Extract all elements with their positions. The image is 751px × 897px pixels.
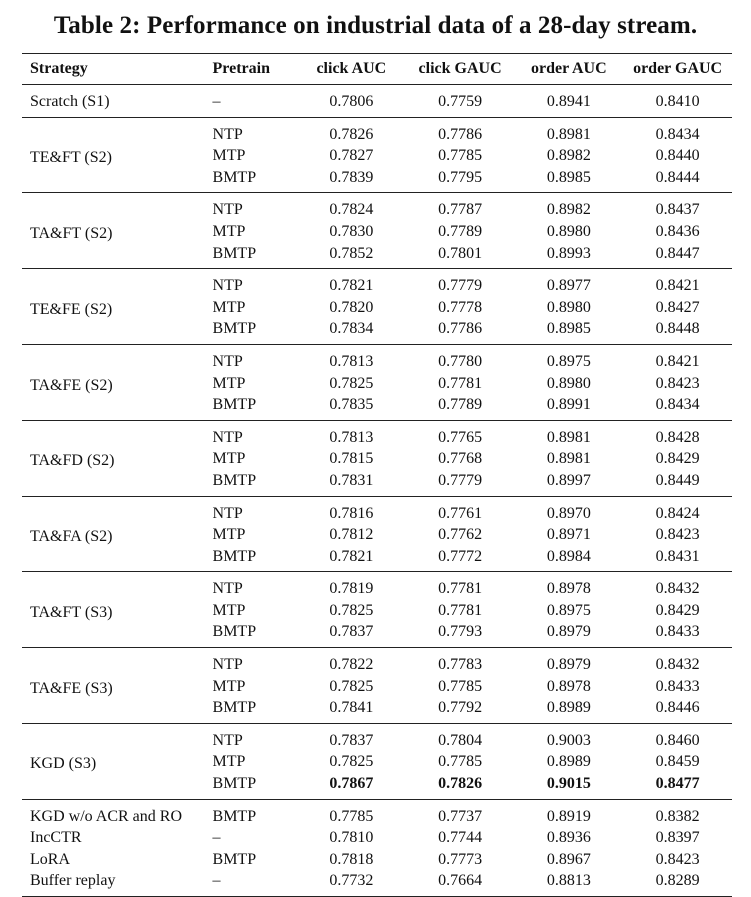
order-auc-cell: 0.8985	[546, 168, 591, 186]
order-auc-cell: 0.8984	[546, 547, 591, 565]
order-gauc-cell: 0.8423	[655, 526, 700, 544]
click-gauc-cell: 0.7789	[438, 222, 483, 240]
click-auc-cell: 0.7810	[329, 829, 374, 847]
click-auc-cell: 0.7732	[329, 872, 374, 890]
pretrain-cell: BMTP	[212, 471, 257, 489]
click-auc-cell: 0.7839	[329, 168, 374, 186]
click-gauc-cell: 0.7785	[438, 753, 483, 771]
click-auc-cell: 0.7834	[329, 320, 374, 338]
click-auc-cell: 0.7818	[329, 850, 374, 868]
click-gauc-cell: 0.7783	[438, 656, 483, 674]
click-gauc-cell: 0.7664	[438, 872, 483, 890]
order-gauc-cell: 0.8432	[655, 656, 700, 674]
pretrain-cell: –	[212, 872, 221, 890]
order-auc-cell: 0.8970	[546, 504, 591, 522]
click-auc-cell: 0.7841	[329, 699, 374, 717]
order-gauc-cell: 0.8437	[655, 201, 700, 219]
order-gauc-cell: 0.8436	[655, 222, 700, 240]
table-row	[22, 420, 732, 448]
click-gauc-cell: 0.7785	[438, 147, 483, 165]
table-row	[22, 799, 732, 827]
table-row	[22, 85, 732, 118]
header-click-gauc: click GAUC	[418, 60, 502, 77]
click-gauc-cell: 0.7779	[438, 277, 483, 295]
pretrain-cell: MTP	[212, 450, 246, 468]
order-auc-cell: 0.8981	[546, 125, 591, 143]
order-auc-cell: 0.8989	[546, 753, 591, 771]
click-gauc-cell: 0.7781	[438, 601, 483, 619]
click-gauc-cell: 0.7801	[438, 244, 483, 262]
pretrain-cell: NTP	[212, 731, 243, 749]
click-gauc-cell: 0.7787	[438, 201, 483, 219]
order-auc-cell: 0.8989	[546, 699, 591, 717]
order-auc-cell: 0.8982	[546, 147, 591, 165]
strategy-group	[22, 193, 732, 269]
pretrain-cell: BMTP	[212, 168, 257, 186]
pretrain-cell: MTP	[212, 298, 246, 316]
click-auc-cell: 0.7822	[329, 656, 374, 674]
click-gauc-cell: 0.7768	[438, 450, 483, 468]
click-auc-cell: 0.7826	[329, 125, 374, 143]
pretrain-cell: MTP	[212, 147, 246, 165]
order-gauc-cell: 0.8446	[655, 699, 700, 717]
order-auc-cell: 0.8981	[546, 450, 591, 468]
strategy-cell: LoRA	[30, 850, 70, 868]
table-row	[22, 269, 732, 297]
click-gauc-cell: 0.7765	[438, 428, 483, 446]
order-auc-cell: 0.8980	[546, 222, 591, 240]
strategy-cell: TA&FA (S2)	[30, 528, 113, 546]
header-order-gauc: order GAUC	[633, 60, 723, 77]
order-gauc-cell: 0.8428	[655, 428, 700, 446]
order-gauc-cell: 0.8434	[655, 396, 700, 414]
order-gauc-cell: 0.8421	[655, 352, 700, 370]
click-auc-cell: 0.7806	[329, 93, 374, 110]
click-gauc-cell: 0.7761	[438, 504, 483, 522]
table-row	[22, 723, 732, 751]
pretrain-cell: –	[212, 829, 221, 847]
table-row	[22, 344, 732, 372]
strategy-cell: IncCTR	[30, 829, 82, 847]
order-gauc-cell: 0.8449	[655, 471, 700, 489]
pretrain-cell: NTP	[212, 352, 243, 370]
order-gauc-cell: 0.8421	[655, 277, 700, 295]
pretrain-cell: BMTP	[212, 320, 257, 338]
order-auc-cell: 0.8997	[546, 471, 591, 489]
click-auc-cell: 0.7824	[329, 201, 374, 219]
order-auc-cell: 0.8978	[546, 580, 591, 598]
strategy-cell: TA&FD (S2)	[30, 452, 115, 470]
click-gauc-cell: 0.7779	[438, 471, 483, 489]
click-auc-cell: 0.7813	[329, 428, 374, 446]
order-gauc-cell: 0.8433	[655, 677, 700, 695]
click-gauc-cell: 0.7744	[438, 829, 483, 847]
strategy-group	[22, 648, 732, 724]
strategy-cell: TE&FT (S2)	[30, 149, 112, 167]
order-gauc-cell: 0.8448	[655, 320, 700, 338]
header-strategy: Strategy	[30, 60, 88, 77]
pretrain-cell: NTP	[212, 277, 243, 295]
click-gauc-cell: 0.7793	[438, 623, 483, 641]
strategy-group	[22, 420, 732, 496]
strategy-group	[22, 572, 732, 648]
pretrain-cell: NTP	[212, 580, 243, 598]
pretrain-cell: MTP	[212, 601, 246, 619]
strategy-group	[22, 85, 732, 118]
order-auc-cell: 0.8993	[546, 244, 591, 262]
order-gauc-cell: 0.8432	[655, 580, 700, 598]
pretrain-cell: MTP	[212, 753, 246, 771]
click-auc-cell: 0.7837	[329, 731, 374, 749]
order-gauc-cell: 0.8447	[655, 244, 700, 262]
pretrain-cell: MTP	[212, 677, 246, 695]
order-gauc-cell: 0.8423	[655, 374, 700, 392]
order-auc-cell: 0.8980	[546, 374, 591, 392]
order-gauc-cell: 0.8289	[655, 872, 700, 890]
order-gauc-cell: 0.8434	[655, 125, 700, 143]
order-auc-cell: 0.8985	[546, 320, 591, 338]
strategy-cell: KGD w/o ACR and RO	[30, 807, 183, 825]
click-auc-cell: 0.7831	[329, 471, 374, 489]
order-gauc-cell: 0.8424	[655, 504, 700, 522]
click-auc-cell: 0.7815	[329, 450, 374, 468]
click-auc-cell: 0.7813	[329, 352, 374, 370]
pretrain-cell: BMTP	[212, 807, 257, 825]
pretrain-cell: BMTP	[212, 850, 257, 868]
click-auc-cell: 0.7785	[329, 807, 374, 825]
pretrain-cell: BMTP	[212, 775, 257, 793]
order-gauc-cell: 0.8429	[655, 450, 700, 468]
click-gauc-cell: 0.7759	[438, 93, 483, 110]
click-gauc-cell: 0.7737	[438, 807, 483, 825]
order-auc-cell: 0.8975	[546, 601, 591, 619]
click-auc-cell: 0.7819	[329, 580, 374, 598]
order-auc-cell: 0.8991	[546, 396, 591, 414]
click-auc-cell: 0.7812	[329, 526, 374, 544]
order-gauc-cell: 0.8397	[655, 829, 700, 847]
order-gauc-cell: 0.8433	[655, 623, 700, 641]
strategy-cell: Scratch (S1)	[30, 93, 110, 110]
order-auc-cell: 0.8967	[546, 850, 591, 868]
table-row	[22, 870, 732, 896]
click-gauc-cell: 0.7785	[438, 677, 483, 695]
order-auc-cell: 0.8936	[546, 829, 591, 847]
order-gauc-cell: 0.8440	[655, 147, 700, 165]
strategy-group	[22, 269, 732, 345]
order-auc-cell: 0.8979	[546, 656, 591, 674]
order-gauc-cell: 0.8382	[655, 807, 700, 825]
click-auc-cell: 0.7867	[329, 775, 374, 793]
click-gauc-cell: 0.7792	[438, 699, 483, 717]
pretrain-cell: MTP	[212, 222, 246, 240]
click-gauc-cell: 0.7773	[438, 850, 483, 868]
click-auc-cell: 0.7820	[329, 298, 374, 316]
order-auc-cell: 0.8813	[546, 872, 591, 890]
click-auc-cell: 0.7821	[329, 277, 374, 295]
pretrain-cell: MTP	[212, 526, 246, 544]
order-auc-cell: 0.8978	[546, 677, 591, 695]
click-auc-cell: 0.7837	[329, 623, 374, 641]
baseline-group	[22, 799, 732, 896]
click-gauc-cell: 0.7795	[438, 168, 483, 186]
order-gauc-cell: 0.8431	[655, 547, 700, 565]
click-gauc-cell: 0.7826	[438, 775, 483, 793]
order-auc-cell: 0.8975	[546, 352, 591, 370]
order-gauc-cell: 0.8427	[655, 298, 700, 316]
click-auc-cell: 0.7825	[329, 677, 374, 695]
order-auc-cell: 0.8919	[546, 807, 591, 825]
table-row	[22, 117, 732, 145]
pretrain-cell: BMTP	[212, 244, 257, 262]
table-row	[22, 572, 732, 600]
click-gauc-cell: 0.7780	[438, 352, 483, 370]
pretrain-cell: MTP	[212, 374, 246, 392]
pretrain-cell: NTP	[212, 504, 243, 522]
table-row	[22, 648, 732, 676]
pretrain-cell: NTP	[212, 656, 243, 674]
click-gauc-cell: 0.7762	[438, 526, 483, 544]
pretrain-cell: BMTP	[212, 396, 257, 414]
header-row	[22, 54, 732, 85]
order-gauc-cell: 0.8429	[655, 601, 700, 619]
order-auc-cell: 0.8981	[546, 428, 591, 446]
pretrain-cell: –	[212, 93, 221, 110]
order-auc-cell: 0.8971	[546, 526, 591, 544]
table-row	[22, 827, 732, 849]
order-gauc-cell: 0.8459	[655, 753, 700, 771]
pretrain-cell: BMTP	[212, 547, 257, 565]
strategy-cell: KGD (S3)	[30, 755, 97, 773]
order-auc-cell: 0.8979	[546, 623, 591, 641]
strategy-cell: TA&FT (S2)	[30, 224, 113, 242]
table-caption: Table 2: Performance on industrial data of a 28-day stream.	[53, 12, 698, 39]
pretrain-cell: NTP	[212, 428, 243, 446]
click-auc-cell: 0.7816	[329, 504, 374, 522]
click-auc-cell: 0.7825	[329, 374, 374, 392]
header-order-auc: order AUC	[530, 60, 607, 77]
click-auc-cell: 0.7821	[329, 547, 374, 565]
table-row	[22, 849, 732, 871]
click-gauc-cell: 0.7778	[438, 298, 483, 316]
order-auc-cell: 0.9015	[546, 775, 591, 793]
strategy-cell: TE&FE (S2)	[30, 300, 113, 318]
pretrain-cell: NTP	[212, 125, 243, 143]
order-gauc-cell: 0.8423	[655, 850, 700, 868]
order-gauc-cell: 0.8460	[655, 731, 700, 749]
click-gauc-cell: 0.7781	[438, 374, 483, 392]
order-auc-cell: 0.8977	[546, 277, 591, 295]
table-row	[22, 193, 732, 221]
order-gauc-cell: 0.8410	[655, 93, 700, 110]
order-auc-cell: 0.9003	[546, 731, 591, 749]
order-auc-cell: 0.8982	[546, 201, 591, 219]
click-gauc-cell: 0.7786	[438, 320, 483, 338]
click-auc-cell: 0.7827	[329, 147, 374, 165]
strategy-cell: TA&FT (S3)	[30, 603, 113, 621]
header-click-auc: click AUC	[316, 60, 387, 77]
table-row	[22, 496, 732, 524]
header-pretrain: Pretrain	[212, 60, 270, 77]
click-gauc-cell: 0.7772	[438, 547, 483, 565]
pretrain-cell: BMTP	[212, 623, 257, 641]
click-gauc-cell: 0.7786	[438, 125, 483, 143]
click-auc-cell: 0.7830	[329, 222, 374, 240]
click-gauc-cell: 0.7789	[438, 396, 483, 414]
click-auc-cell: 0.7835	[329, 396, 374, 414]
click-auc-cell: 0.7825	[329, 601, 374, 619]
strategy-cell: Buffer replay	[30, 872, 116, 890]
strategy-group	[22, 117, 732, 193]
strategy-cell: TA&FE (S3)	[30, 679, 113, 697]
pretrain-cell: NTP	[212, 201, 243, 219]
click-auc-cell: 0.7852	[329, 244, 374, 262]
click-gauc-cell: 0.7781	[438, 580, 483, 598]
strategy-cell: TA&FE (S2)	[30, 376, 113, 394]
strategy-group	[22, 344, 732, 420]
click-auc-cell: 0.7825	[329, 753, 374, 771]
pretrain-cell: BMTP	[212, 699, 257, 717]
order-auc-cell: 0.8980	[546, 298, 591, 316]
strategy-group	[22, 496, 732, 572]
click-gauc-cell: 0.7804	[438, 731, 483, 749]
results-table	[22, 53, 732, 897]
order-gauc-cell: 0.8477	[655, 775, 700, 793]
strategy-group	[22, 723, 732, 799]
order-auc-cell: 0.8941	[546, 93, 591, 110]
order-gauc-cell: 0.8444	[655, 168, 700, 186]
